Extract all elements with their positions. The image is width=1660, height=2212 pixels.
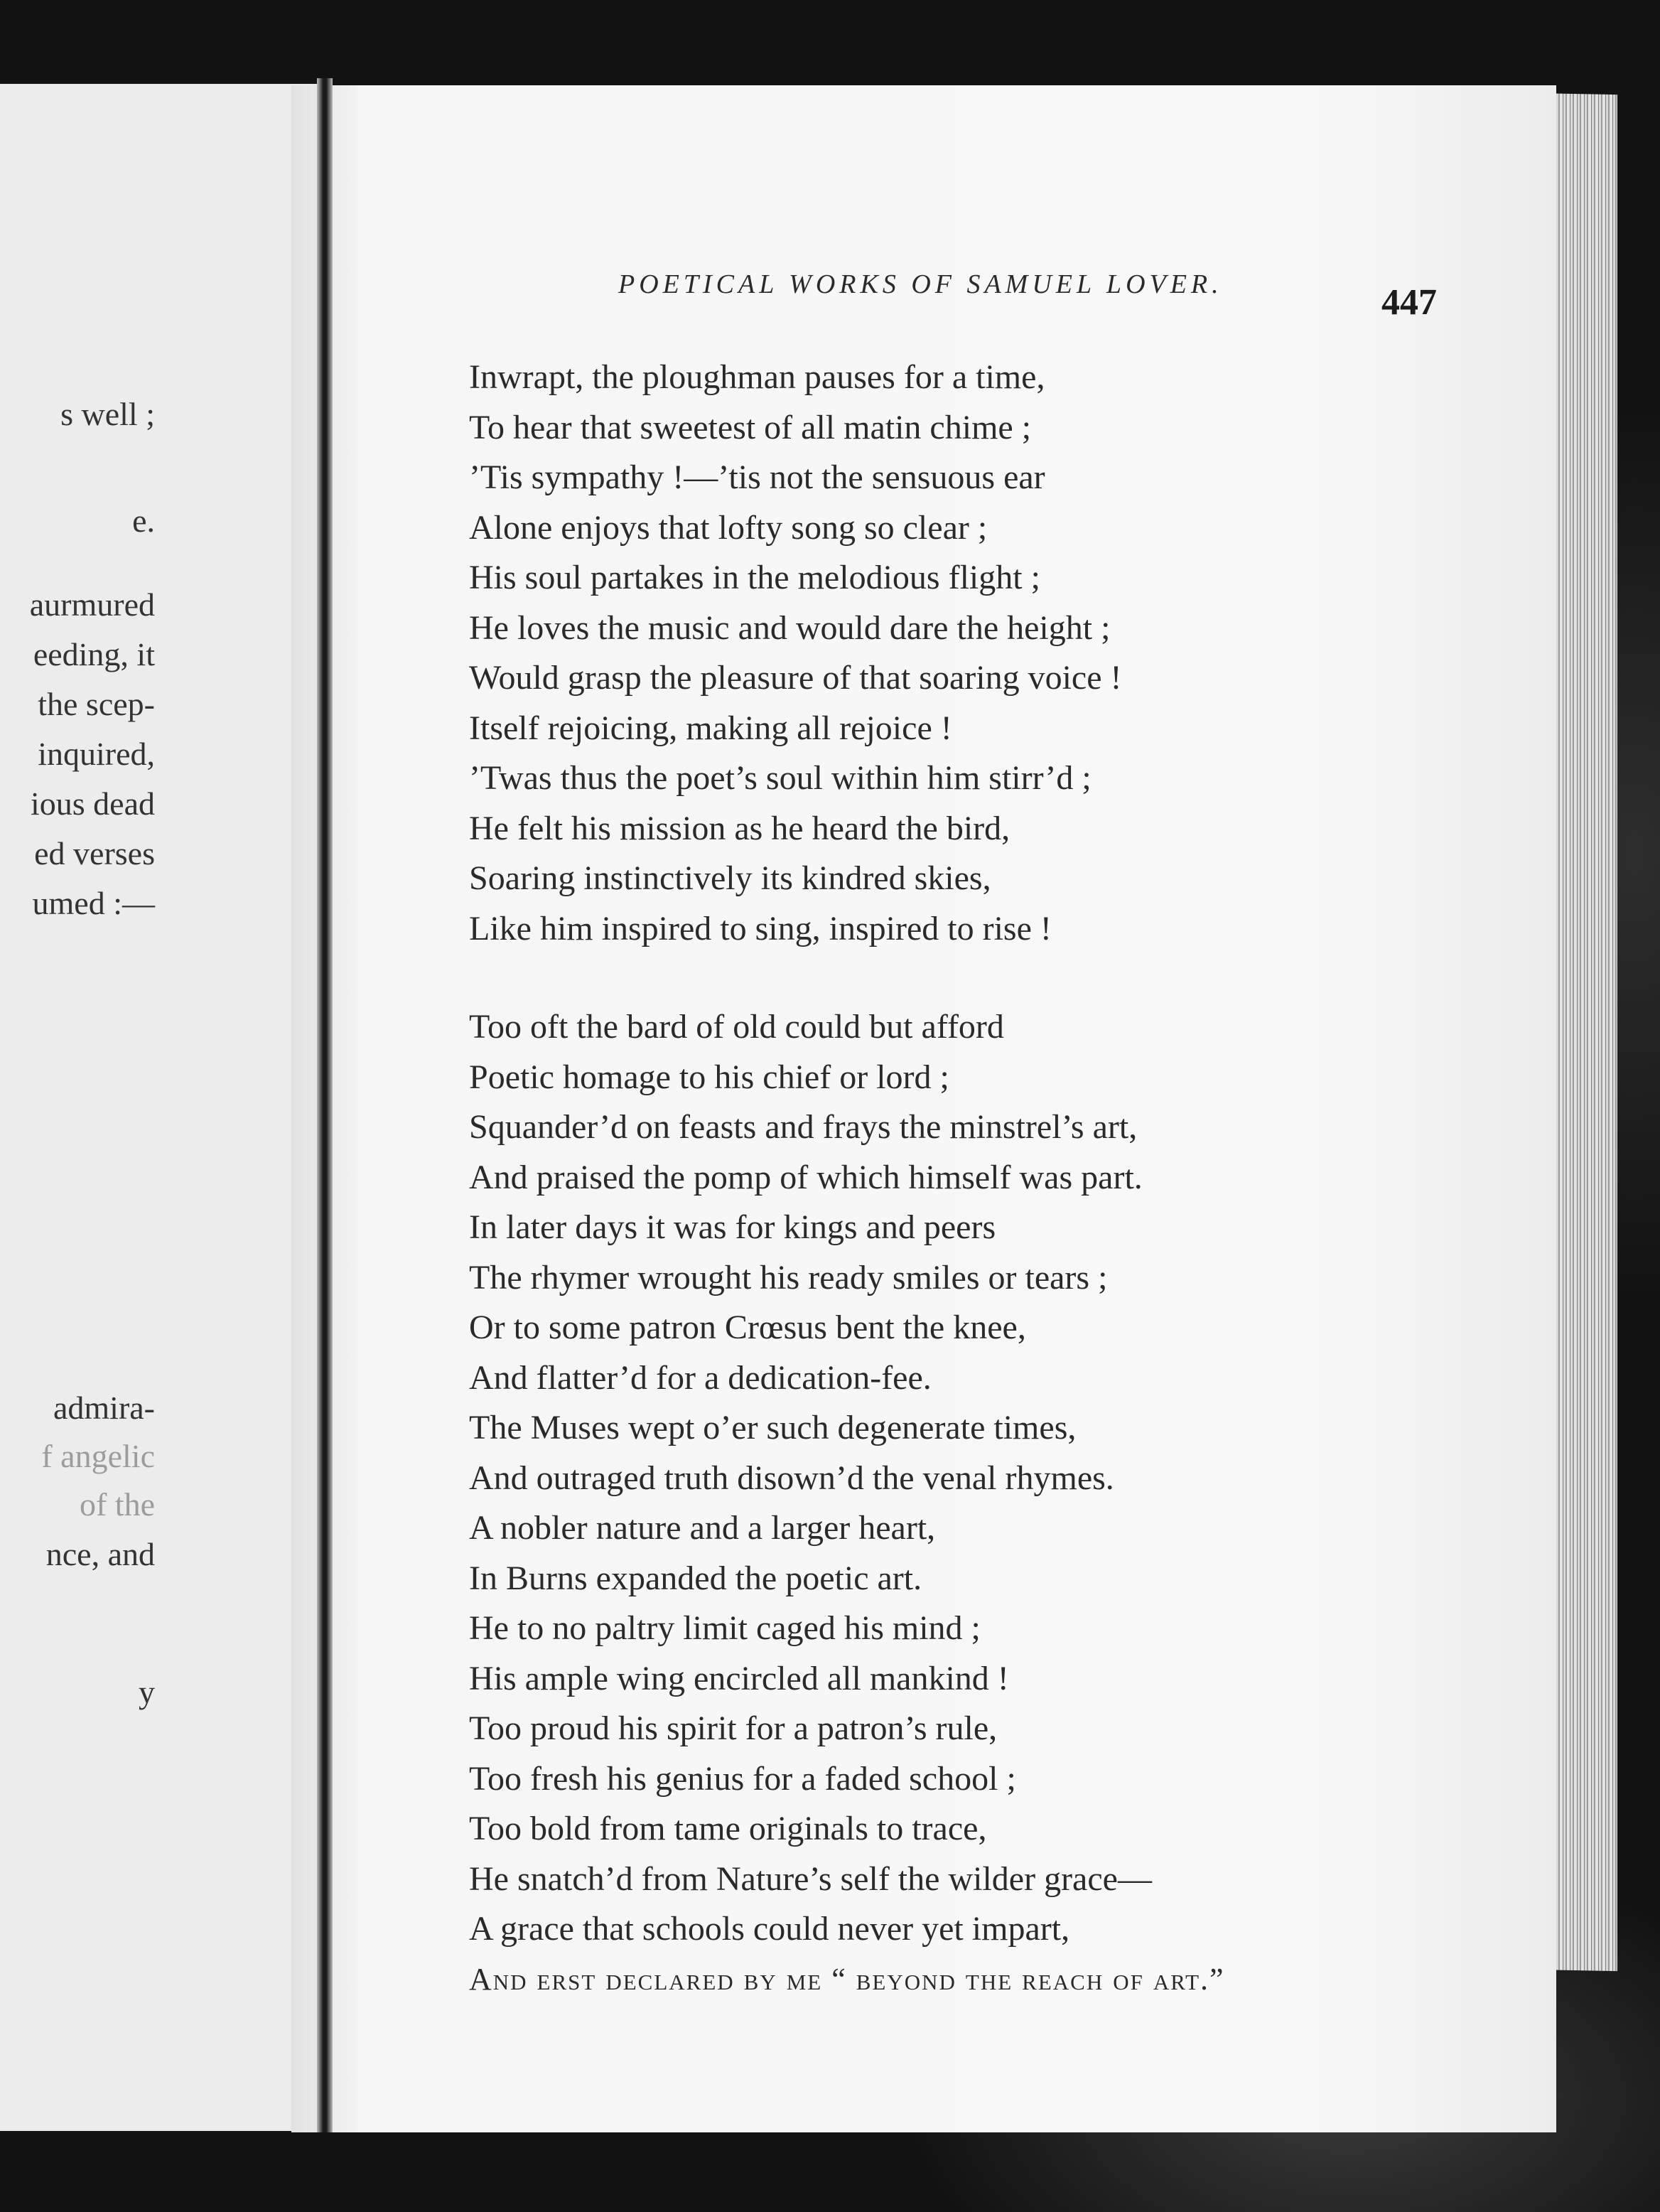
verse-line: And flatter’d for a dedication-fee. [469, 1358, 932, 1397]
verse-line: A grace that schools could never yet impart, [469, 1910, 1070, 1948]
verse-line: He felt his mission as he heard the bird, [469, 809, 1010, 847]
left-page-fragment: aurmured [29, 586, 155, 623]
closing-line: And erst declared by me “ beyond the reach of art.” [469, 1961, 1225, 1997]
left-page-fragment: f angelic [41, 1438, 155, 1474]
left-page-fragment: the scep- [38, 686, 155, 722]
left-page-fragment: e. [132, 503, 155, 539]
verse-line: Or to some patron Crœsus bent the knee, [469, 1309, 1026, 1346]
left-page [0, 84, 317, 2131]
verse-line: His soul partakes in the melodious flight ; [469, 559, 1040, 596]
left-page-fragment: umed :— [32, 885, 155, 921]
verse-line: In later days it was for kings and peers [469, 1208, 996, 1246]
verse-line: And outraged truth disown’d the venal rhymes. [469, 1459, 1114, 1497]
verse-line: He loves the music and would dare the height ; [469, 608, 1111, 647]
left-page-fragment: nce, and [45, 1536, 155, 1572]
verse-line: He to no paltry limit caged his mind ; [469, 1609, 981, 1647]
verse-line: His ample wing encircled all mankind ! [469, 1659, 1009, 1697]
verse-line: Soaring instinctively its kindred skies, [469, 859, 991, 897]
left-page-fragment: inquired, [38, 736, 155, 772]
left-page-fragment: s well ; [60, 396, 155, 432]
verse-line: The Muses wept o’er such degenerate times, [469, 1409, 1077, 1446]
verse-line: A nobler nature and a larger heart, [469, 1509, 936, 1547]
left-page-fragment: admira- [53, 1390, 155, 1426]
verse-line: In Burns expanded the poetic art. [469, 1559, 922, 1597]
verse-line: Too bold from tame originals to trace, [469, 1810, 987, 1847]
stanza [469, 353, 1225, 954]
verse-line: Would grasp the pleasure of that soaring voice ! [469, 659, 1122, 697]
book-gutter [317, 78, 333, 2132]
verse-line: ’Tis sympathy !—’tis not the sensuous ear [469, 458, 1045, 496]
left-page-fragment: eeding, it [33, 636, 155, 672]
verse-line: To hear that sweetest of all matin chime ; [469, 408, 1032, 446]
verse-line: Itself rejoicing, making all rejoice ! [469, 709, 952, 747]
running-head: POETICAL WORKS OF SAMUEL LOVER. [618, 269, 1223, 299]
verse-line: Squander’d on feasts and frays the minstrel’s art, [469, 1108, 1138, 1146]
verse-line: Too oft the bard of old could but afford [469, 1008, 1004, 1046]
verse-line: And praised the pomp of which himself was part. [469, 1158, 1143, 1196]
verse-line: Like him inspired to sing, inspired to rise ! [469, 909, 1052, 947]
verse-line: Too proud his spirit for a patron’s rule, [469, 1709, 998, 1747]
stanza [469, 1002, 1225, 2004]
left-page-fragment: ed verses [34, 835, 155, 871]
verse-line: Poetic homage to his chief or lord ; [469, 1058, 949, 1096]
left-page-fragment: of the [79, 1486, 155, 1523]
verse-line: Inwrapt, the ploughman pauses for a time, [469, 358, 1045, 396]
poem-text [469, 353, 1225, 2004]
verse-line: He snatch’d from Nature’s self the wilder grace— [469, 1859, 1152, 1898]
left-page-fragment: ious dead [30, 785, 155, 822]
verse-line: Alone enjoys that lofty song so clear ; [469, 508, 988, 547]
verse-line: Too fresh his genius for a faded school ; [469, 1759, 1016, 1798]
verse-line: ’Twas thus the poet’s soul within him stirr’d ; [469, 759, 1092, 797]
verse-line: The rhymer wrought his ready smiles or tears ; [469, 1258, 1108, 1296]
page-number: 447 [1381, 282, 1437, 323]
left-page-fragment: y [139, 1674, 155, 1710]
